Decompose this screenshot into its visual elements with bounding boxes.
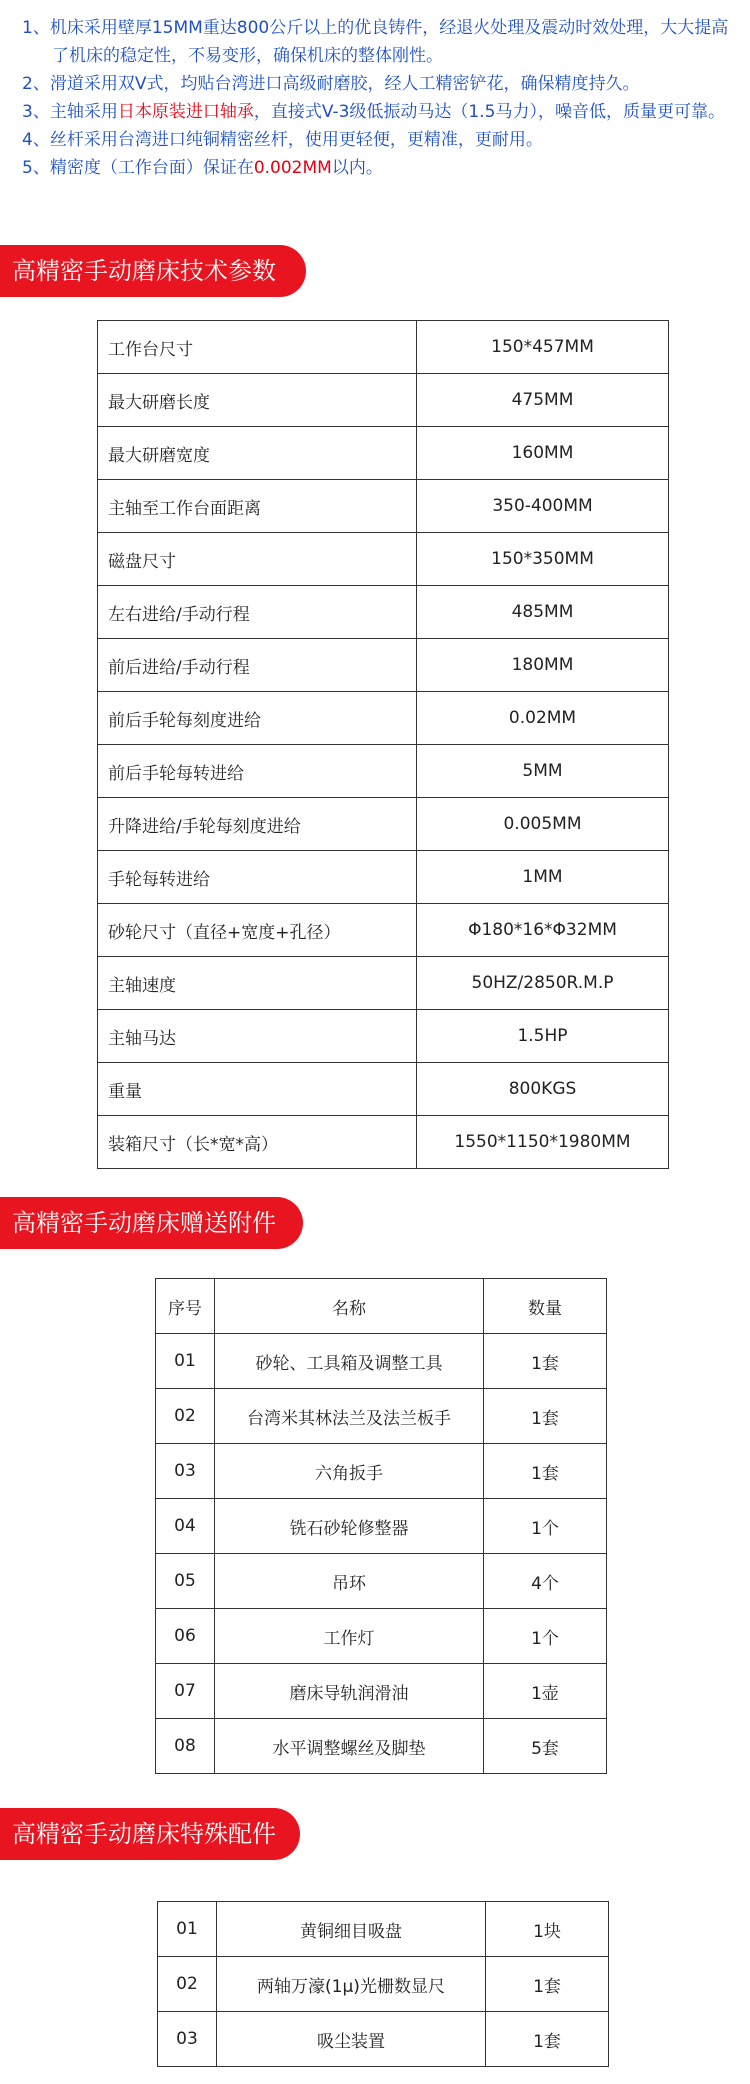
item-no: 01 — [158, 1902, 217, 1957]
spec-value: 150*350MM — [417, 533, 669, 586]
column-header-qty: 数量 — [484, 1279, 607, 1334]
item-qty: 1套 — [484, 1389, 607, 1444]
item-no: 02 — [156, 1389, 215, 1444]
spec-key: 左右进给/手动行程 — [98, 586, 417, 639]
item-name: 吸尘装置 — [217, 2012, 486, 2067]
spec-value: 1550*1150*1980MM — [417, 1116, 669, 1169]
item-no: 06 — [156, 1609, 215, 1664]
table-row — [98, 1010, 669, 1063]
item-name: 黄铜细目吸盘 — [217, 1902, 486, 1957]
feature-text: ，直接式V-3级低振动马达（1.5马力），噪音低，质量更可靠。 — [253, 102, 725, 122]
table-row — [156, 1444, 607, 1499]
item-no: 07 — [156, 1664, 215, 1719]
item-name: 吊环 — [215, 1554, 484, 1609]
spec-value: 1MM — [417, 851, 669, 904]
item-name: 铣石砂轮修整器 — [215, 1499, 484, 1554]
accessories-section-title: 高精密手动磨床赠送附件 — [0, 1197, 303, 1249]
table-row — [98, 586, 669, 639]
item-qty: 1套 — [486, 1957, 609, 2012]
item-qty: 1套 — [486, 2012, 609, 2067]
feature-highlight: 0.002MM — [253, 158, 332, 178]
table-row — [98, 745, 669, 798]
feature-item — [22, 154, 734, 182]
item-qty: 1套 — [484, 1334, 607, 1389]
spec-key: 最大研磨宽度 — [98, 427, 417, 480]
table-row — [98, 904, 669, 957]
feature-text: 2、滑道采用双V式，均贴台湾进口高级耐磨胶，经人工精密铲花，确保精度持久。 — [22, 74, 640, 94]
spec-table — [97, 320, 669, 1169]
spec-key: 装箱尺寸（长*宽*高） — [98, 1116, 417, 1169]
table-row — [98, 692, 669, 745]
column-header-name: 名称 — [215, 1279, 484, 1334]
spec-value: 160MM — [417, 427, 669, 480]
spec-value: 1.5HP — [417, 1010, 669, 1063]
feature-text: 5、精密度（工作台面）保证在 — [22, 158, 254, 178]
spec-key: 主轴马达 — [98, 1010, 417, 1063]
item-no: 03 — [156, 1444, 215, 1499]
item-qty: 1个 — [484, 1499, 607, 1554]
table-row — [158, 2012, 609, 2067]
spec-section-title: 高精密手动磨床技术参数 — [0, 245, 306, 297]
item-name: 工作灯 — [215, 1609, 484, 1664]
feature-text: 以内。 — [331, 158, 383, 178]
spec-key: 砂轮尺寸（直径+宽度+孔径） — [98, 904, 417, 957]
spec-value: 0.02MM — [417, 692, 669, 745]
spec-value: 0.005MM — [417, 798, 669, 851]
item-no: 05 — [156, 1554, 215, 1609]
spec-key: 前后手轮每刻度进给 — [98, 692, 417, 745]
table-row — [98, 321, 669, 374]
spec-key: 主轴至工作台面距离 — [98, 480, 417, 533]
spec-value: Φ180*16*Φ32MM — [417, 904, 669, 957]
table-row — [98, 851, 669, 904]
item-name: 两轴万濠(1μ)光栅数显尺 — [217, 1957, 486, 2012]
item-no: 03 — [158, 2012, 217, 2067]
spec-key: 手轮每转进给 — [98, 851, 417, 904]
table-row — [156, 1664, 607, 1719]
feature-list — [22, 14, 734, 182]
feature-highlight: 日本原装进口轴承 — [117, 102, 254, 122]
item-name: 台湾米其林法兰及法兰板手 — [215, 1389, 484, 1444]
spec-key: 重量 — [98, 1063, 417, 1116]
table-row — [98, 639, 669, 692]
spec-key: 前后进给/手动行程 — [98, 639, 417, 692]
spec-value: 50HZ/2850R.M.P — [417, 957, 669, 1010]
item-name: 磨床导轨润滑油 — [215, 1664, 484, 1719]
spec-key: 前后手轮每转进给 — [98, 745, 417, 798]
table-row — [158, 1957, 609, 2012]
table-row — [98, 957, 669, 1010]
feature-text: 1、机床采用壁厚15MM重达800公斤以上的优良铸件，经退火处理及震动时效处理，大大提高了机床的稳定性，不易变形，确保机床的整体刚性。 — [22, 18, 729, 66]
table-row — [98, 533, 669, 586]
table-row — [98, 1063, 669, 1116]
spec-value: 485MM — [417, 586, 669, 639]
item-qty: 1套 — [484, 1444, 607, 1499]
table-row — [98, 374, 669, 427]
spec-value: 180MM — [417, 639, 669, 692]
table-row — [156, 1334, 607, 1389]
item-no: 08 — [156, 1719, 215, 1774]
column-header-no: 序号 — [156, 1279, 215, 1334]
spec-value: 350-400MM — [417, 480, 669, 533]
item-qty: 1个 — [484, 1609, 607, 1664]
item-no: 04 — [156, 1499, 215, 1554]
table-row — [156, 1389, 607, 1444]
spec-value: 475MM — [417, 374, 669, 427]
table-row — [98, 480, 669, 533]
feature-item — [22, 126, 734, 154]
table-row — [156, 1499, 607, 1554]
spec-key: 最大研磨长度 — [98, 374, 417, 427]
table-row — [156, 1719, 607, 1774]
item-qty: 5套 — [484, 1719, 607, 1774]
special-parts-table — [157, 1901, 609, 2067]
feature-item — [22, 14, 734, 70]
item-qty: 1壶 — [484, 1664, 607, 1719]
table-row — [98, 427, 669, 480]
table-header-row — [156, 1279, 607, 1334]
item-qty: 1块 — [486, 1902, 609, 1957]
spec-key: 升降进给/手轮每刻度进给 — [98, 798, 417, 851]
spec-key: 主轴速度 — [98, 957, 417, 1010]
table-row — [98, 798, 669, 851]
spec-value: 5MM — [417, 745, 669, 798]
feature-text: 4、丝杆采用台湾进口纯铜精密丝杆，使用更轻便，更精准，更耐用。 — [22, 130, 543, 150]
item-no: 01 — [156, 1334, 215, 1389]
feature-text: 3、主轴采用 — [22, 102, 118, 122]
item-no: 02 — [158, 1957, 217, 2012]
spec-key: 工作台尺寸 — [98, 321, 417, 374]
item-qty: 4个 — [484, 1554, 607, 1609]
table-row — [156, 1609, 607, 1664]
feature-item — [22, 70, 734, 98]
item-name: 六角扳手 — [215, 1444, 484, 1499]
table-row — [158, 1902, 609, 1957]
special-section-title: 高精密手动磨床特殊配件 — [0, 1808, 300, 1860]
table-row — [98, 1116, 669, 1169]
spec-value: 150*457MM — [417, 321, 669, 374]
spec-value: 800KGS — [417, 1063, 669, 1116]
table-row — [156, 1554, 607, 1609]
item-name: 水平调整螺丝及脚垫 — [215, 1719, 484, 1774]
spec-key: 磁盘尺寸 — [98, 533, 417, 586]
feature-item — [22, 98, 734, 126]
accessories-table — [155, 1278, 607, 1774]
item-name: 砂轮、工具箱及调整工具 — [215, 1334, 484, 1389]
